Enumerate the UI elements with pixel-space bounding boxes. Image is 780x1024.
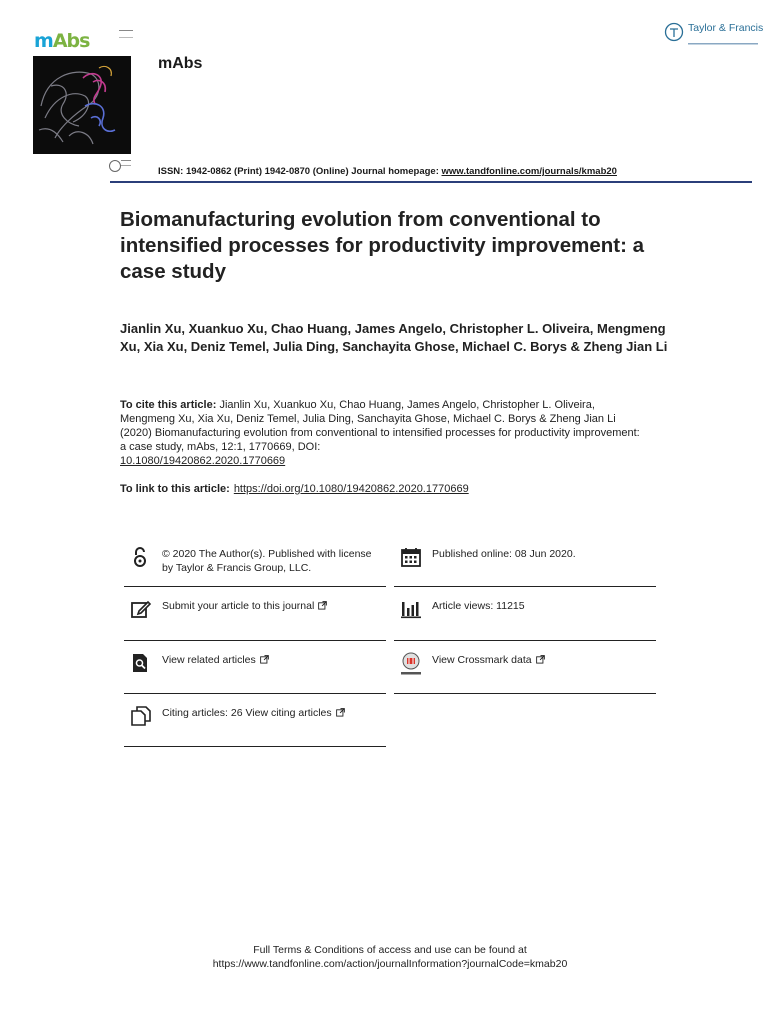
article-doi-link[interactable]: https://doi.org/10.1080/19420862.2020.1770669 — [233, 483, 469, 495]
submit-cell[interactable] — [124, 598, 386, 641]
article-link-line — [120, 483, 469, 495]
terms-text: Full Terms & Conditions of access and use can be found at — [253, 944, 527, 956]
publisher-subtitle — [688, 41, 760, 47]
issn-line — [158, 166, 617, 177]
search-document-icon — [130, 652, 152, 674]
views-cell — [394, 598, 656, 641]
crossmark-cell[interactable] — [394, 652, 656, 694]
cite-text: Jianlin Xu, Xuankuo Xu, Chao Huang, James Angelo, Christopher L. Oliveira, Mengmeng Xu, Xia Xu, Deniz Temel, Julia Ding, Sanchayita Ghose, Michael C. Borys & Zheng Jian Li (2020) Biomanufacturing evolution from conventional to intensified processes for productivity improvement: a case study, mAbs, 12:1, 1770669, DOI: — [120, 399, 640, 453]
article-title: Biomanufacturing evolution from conventional to intensified processes for productivity improvement: a case study — [120, 208, 645, 283]
external-link-icon — [318, 601, 327, 610]
publisher-logo[interactable] — [664, 22, 763, 52]
issn-text: ISSN: 1942-0862 (Print) 1942-0870 (Online) Journal homepage: — [158, 166, 439, 177]
terms-url[interactable]: https://www.tandfonline.com/action/journalInformation?journalCode=kmab20 — [212, 958, 568, 970]
calendar-icon — [400, 546, 422, 568]
link-label: To link to this article: — [120, 483, 230, 495]
edit-icon — [130, 598, 152, 620]
view-crossmark-link[interactable]: View Crossmark data — [432, 654, 654, 668]
published-date: Published online: 08 Jun 2020. — [432, 548, 576, 560]
submit-article-link[interactable]: Submit your article to this journal — [162, 600, 384, 614]
license-cell — [124, 546, 386, 587]
view-related-articles-link[interactable]: View related articles — [162, 654, 384, 668]
taylor-francis-icon — [664, 22, 684, 42]
citation-block — [120, 398, 640, 468]
journal-homepage-link[interactable]: www.tandfonline.com/journals/kmab20 — [441, 166, 617, 177]
crossmark-icon — [400, 652, 422, 678]
license-text: © 2020 The Author(s). Published with license by Taylor & Francis Group, LLC. — [162, 548, 372, 574]
publisher-seal-caption — [121, 160, 131, 166]
view-citing-articles-link[interactable]: Citing articles: 26 View citing articles — [162, 707, 384, 721]
published-cell — [394, 546, 656, 587]
open-access-icon — [130, 546, 152, 568]
external-link-icon — [336, 708, 345, 717]
publisher-name: Taylor & Francis — [688, 22, 764, 34]
cite-label: To cite this article: — [120, 399, 217, 411]
terms-footer — [0, 943, 780, 971]
related-cell[interactable] — [124, 652, 386, 694]
bar-chart-icon — [400, 598, 422, 620]
citing-cell[interactable] — [124, 705, 386, 747]
external-link-icon — [260, 655, 269, 664]
journal-title: mAbs — [158, 55, 203, 72]
journal-logo-caption — [119, 30, 133, 38]
article-authors: Jianlin Xu, Xuankuo Xu, Chao Huang, James Angelo, Christopher L. Oliveira, Mengmeng Xu, Xia Xu, Deniz Temel, Julia Ding, Sanchayita Ghose, Michael C. Borys & Zheng Jian Li — [120, 321, 668, 354]
header-divider — [110, 181, 752, 183]
journal-logo: mAbs — [34, 30, 90, 52]
documents-icon — [130, 705, 152, 727]
publisher-seal-icon — [109, 160, 121, 172]
cite-doi-link[interactable]: 10.1080/19420862.2020.1770669 — [120, 455, 286, 467]
journal-cover-image — [33, 56, 131, 154]
external-link-icon — [536, 655, 545, 664]
article-views: Article views: 11215 — [432, 600, 525, 612]
